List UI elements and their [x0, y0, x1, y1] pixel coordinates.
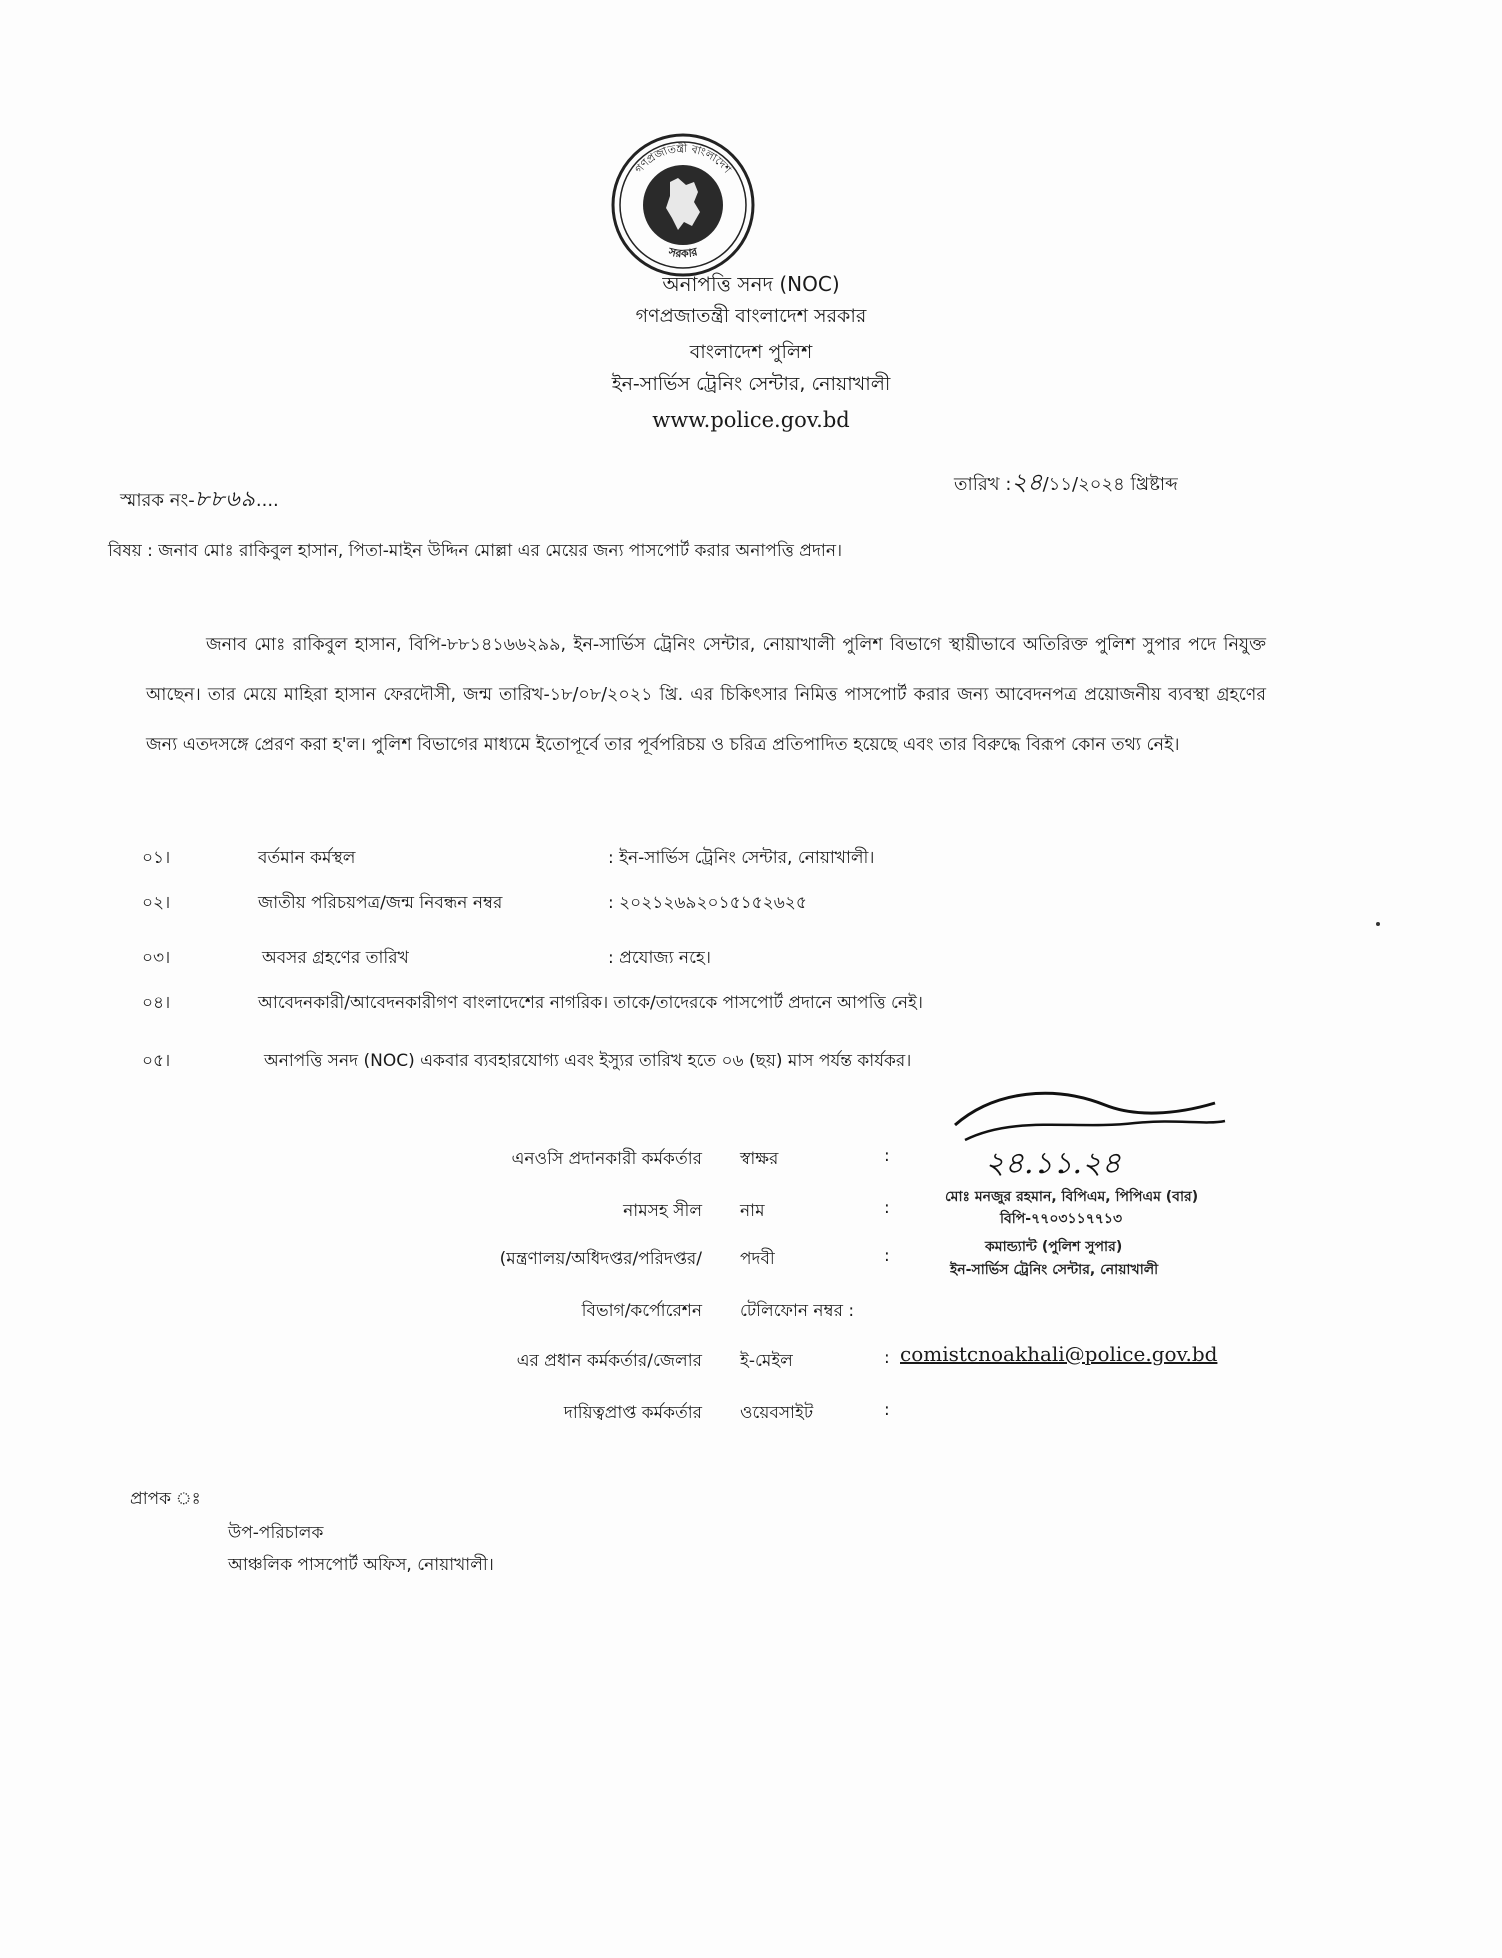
- item-number: ০২।: [142, 893, 171, 913]
- item-label-nid: জাতীয় পরিচয়পত্র/জন্ম নিবন্ধন নম্বর: [258, 893, 503, 913]
- body-paragraph: জনাব মোঃ রাকিবুল হাসান, বিপি-৮৮১৪১৬৬২৯৯, ইন-সার্ভিস ট্রেনিং সেন্টার, নোয়াখালী পুলিশ বিভাগে স্থায়ীভাবে অতিরিক্ত পুলিশ সুপার পদে নিযুক্ত আছেন। তার মেয়ে মাহিরা হাসান ফেরদৌসী, জন্ম তারিখ-১৮/০৮/২০২১ খ্রি. এর চিকিৎসার নিমিত্ত পাসপোর্ট করার জন্য আবেদনপত্র প্রয়োজনীয় ব্যবস্থা গ্রহণের জন্য এতদসঙ্গে প্রেরণ করা হ'ল। পুলিশ বিভাগের মাধ্যমে ইতোপূর্বে তার পূর্বপরিচয় ও চরিত্র প্রতিপাদিত হয়েছে এবং তার বিরুদ্ধে বিরূপ কোন তথ্য নেই।: [146, 635, 1266, 755]
- government-seal-icon: [608, 130, 758, 280]
- signature-date: ২৪.১১.২৪: [985, 1146, 1121, 1180]
- document-title: অনাপত্তি সনদ (NOC): [662, 272, 840, 296]
- officer-stamp-name: মোঃ মনজুর রহমান, বিপিএম, পিপিএম (বার): [945, 1189, 1199, 1205]
- item-label-workplace: বর্তমান কর্মস্থল: [258, 848, 356, 868]
- item-value-retirement: : প্রযোজ্য নহে।: [608, 948, 711, 968]
- field-label-designation: পদবী: [740, 1249, 775, 1269]
- field-colon: :: [884, 1198, 890, 1218]
- officer-stamp-office: ইন-সার্ভিস ট্রেনিং সেন্টার, নোয়াখালী: [950, 1262, 1159, 1278]
- officer-email-link[interactable]: comistcnoakhali@police.gov.bd: [900, 1342, 1218, 1366]
- seal-text-bottom: সরকার: [667, 245, 699, 261]
- officer-left-line: এনওসি প্রদানকারী কর্মকর্তার: [511, 1149, 702, 1169]
- item-text-validity: অনাপত্তি সনদ (NOC) একবার ব্যবহারযোগ্য এবং ইস্যুর তারিখ হতে ০৬ (ছয়) মাস পর্যন্ত কার্যকর।: [264, 1051, 912, 1071]
- subject-line: বিষয় : জনাব মোঃ রাকিবুল হাসান, পিতা-মাইন উদ্দিন মোল্লা এর মেয়ের জন্য পাসপোর্ট করার অনাপত্তি প্রদান।: [108, 541, 843, 561]
- field-label-email: ই-মেইল: [740, 1351, 793, 1371]
- item-number: ০৫।: [142, 1051, 171, 1071]
- officer-stamp-bp: বিপি-৭৭০৩১১৭৭১৩: [1000, 1211, 1123, 1227]
- field-colon: :: [884, 1400, 890, 1420]
- field-colon: :: [884, 1348, 890, 1368]
- memo-number: [120, 482, 279, 519]
- item-number: ০১।: [142, 848, 171, 868]
- officer-left-line: বিভাগ/কর্পোরেশন: [581, 1301, 702, 1321]
- item-label-retirement: অবসর গ্রহণের তারিখ: [262, 948, 409, 968]
- item-number: ০৪।: [142, 993, 171, 1013]
- field-colon: :: [884, 1246, 890, 1266]
- officer-left-line: (মন্ত্রণালয়/অধিদপ্তর/পরিদপ্তর/: [499, 1249, 702, 1269]
- svg-text:সরকার: [666, 245, 699, 261]
- date-handwritten-day: ২৪: [1011, 468, 1043, 496]
- item-value-workplace: : ইন-সার্ভিস ট্রেনিং সেন্টার, নোয়াখালী।: [608, 848, 875, 868]
- officer-left-line: দায়িত্বপ্রাপ্ত কর্মকর্তার: [563, 1403, 702, 1423]
- field-colon: :: [884, 1146, 890, 1166]
- field-label-telephone: টেলিফোন নম্বর :: [740, 1301, 855, 1321]
- recipient-heading: প্রাপক ঃ: [130, 1489, 201, 1509]
- field-label-signature: স্বাক্ষর: [740, 1149, 779, 1169]
- recipient-designation: উপ-পরিচালক: [228, 1523, 324, 1543]
- government-name: গণপ্রজাতন্ত্রী বাংলাদেশ সরকার: [635, 305, 867, 327]
- officer-stamp-designation: কমান্ড্যান্ট (পুলিশ সুপার): [985, 1239, 1123, 1255]
- field-label-name: নাম: [740, 1201, 765, 1221]
- item-number: ০৩।: [142, 948, 171, 968]
- memo-label: স্মারক নং-: [120, 490, 195, 511]
- field-label-website: ওয়েবসাইট: [740, 1403, 814, 1423]
- handwritten-signature-icon: [935, 1085, 1235, 1180]
- item-text-citizenship: আবেদনকারী/আবেদনকারীগণ বাংলাদেশের নাগরিক। তাকে/তাদেরকে পাসপোর্ট প্রদানে আপত্তি নেই।: [258, 993, 923, 1013]
- website-url: www.police.gov.bd: [652, 408, 850, 432]
- department-name: বাংলাদেশ পুলিশ: [689, 341, 813, 363]
- scan-speck: [1376, 922, 1380, 926]
- issue-date: [954, 464, 1178, 504]
- officer-left-line: এর প্রধান কর্মকর্তার/জেলার: [516, 1351, 702, 1371]
- memo-suffix: ....: [255, 490, 279, 511]
- memo-handwritten-number: ৮৮৬৯: [194, 487, 256, 512]
- item-value-nid: : ২০২১২৬৯২০১৫১৫২৬২৫: [608, 893, 807, 913]
- date-label: তারিখ :: [954, 474, 1012, 495]
- recipient-office: আঞ্চলিক পাসপোর্ট অফিস, নোয়াখালী।: [228, 1555, 494, 1575]
- date-rest: /১১/২০২৪ খ্রিষ্টাব্দ: [1042, 474, 1178, 495]
- seal-text-top: গণপ্রজাতন্ত্রী বাংলাদেশ: [632, 141, 734, 176]
- office-name: ইন-সার্ভিস ট্রেনিং সেন্টার, নোয়াখালী: [611, 373, 891, 395]
- officer-left-line: নামসহ সীল: [623, 1201, 702, 1221]
